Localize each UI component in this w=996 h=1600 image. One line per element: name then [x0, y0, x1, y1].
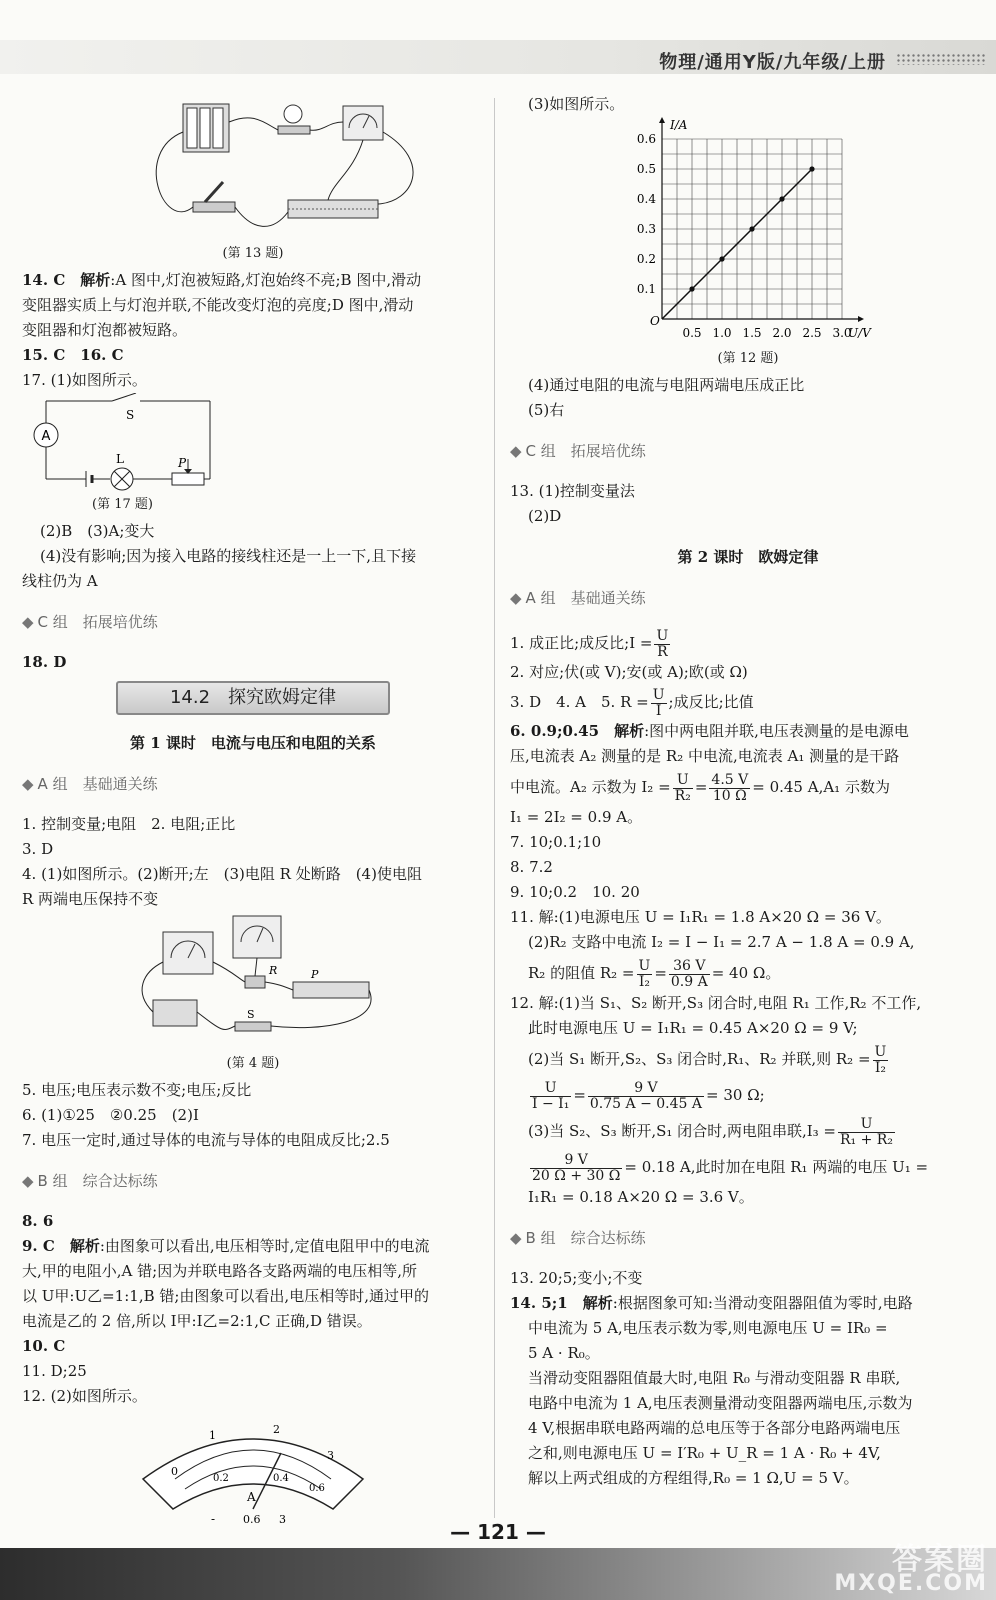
q14-number: 14. C [22, 271, 66, 289]
group-c-heading-right: ◆ C 组 拓展培优练 [510, 442, 646, 460]
x-tick-label: 2.0 [772, 326, 792, 340]
answer-a3: 3. D [22, 840, 54, 858]
x-tick-label: 2.5 [802, 326, 822, 340]
section-title-14-2: 14.2 探究欧姆定律 [116, 681, 390, 715]
circuit-figure-4 [123, 912, 383, 1052]
data-point [689, 286, 694, 291]
right-column [510, 92, 986, 1491]
q14-text-1: :A 图中,灯泡被短路,灯泡始终不亮;B 图中,滑动 [110, 271, 422, 289]
origin-label: O [650, 314, 660, 328]
answer-b9-line3: 以 U甲:U乙=1:1,B 错;由图象可以看出,电压相等时,通过甲的 [22, 1287, 429, 1305]
fraction-9v-50ohm: $\frac{9 V}{20 \Omega + 30 \Omega}$ [532, 1151, 621, 1184]
lesson-1-title: 第 1 课时 电流与电压和电阻的关系 [130, 734, 376, 752]
answer-rb14-8: 解以上两式组成的方程组得,R₀ = 1 Ω,U = 5 V。 [528, 1469, 859, 1487]
answer-a6: 6. (1)①25 ②0.25 (2)I [22, 1106, 199, 1124]
left-column [22, 92, 484, 1529]
answer-ra12-6: $\frac{9 V}{20 \Omega + 30 \Omega}$ = 0.18 A,此时加在电阻 R₁ 两端的电压 U₁ = [532, 1151, 929, 1184]
iu-line-chart [618, 117, 878, 347]
answer-ra2: 2. 对应;伏(或 V);安(或 A);欧(或 Ω) [510, 663, 748, 681]
dial-tick-1: 1 [209, 1429, 216, 1442]
answer-a7: 7. 电压一定时,通过导体的电流与导体的电阻成反比;2.5 [22, 1131, 390, 1149]
group-a-heading-left: ◆ A 组 基础通关练 [22, 775, 158, 793]
answer-ra8: 8. 7.2 [510, 858, 553, 876]
answer-a4-cont: R 两端电压保持不变 [22, 890, 159, 908]
switch-label: S [126, 408, 135, 422]
diamond-icon: ◆ [22, 613, 34, 631]
watermark-logo: 答案圈 MXQE.COM [834, 1542, 988, 1596]
dial-tick-2: 2 [273, 1423, 280, 1436]
y-tick-label: 0.6 [636, 132, 656, 146]
svg-text:P: P [311, 968, 319, 981]
answer-14 [22, 268, 484, 293]
dial-tick-0: 0 [171, 1465, 178, 1478]
fraction-u-over-r: $\frac{U}{R}$ [656, 627, 669, 660]
ammeter-dial-figure [123, 1409, 383, 1529]
answer-rb14: 14. 5;1 解析:根据图象可知:当滑动变阻器阻值为零时,电路 [510, 1294, 913, 1312]
x-axis-label: U/V [848, 326, 871, 340]
dial-tick-06: 0.6 [309, 1483, 325, 1494]
answer-ra11: 11. 解:(1)电源电压 U = I₁R₁ = 1.8 A×20 Ω = 36 V。 [510, 908, 891, 926]
diamond-icon: ◆ [22, 1172, 34, 1190]
answer-a1-2: 1. 控制变量;电阻 2. 电阻;正比 [22, 815, 236, 833]
dial-tick-3: 3 [327, 1449, 334, 1462]
answer-12-5: (5)右 [528, 401, 565, 419]
answer-17: 17. (1)如图所示。 [22, 371, 147, 389]
lamp-label: L [116, 452, 124, 466]
answer-ra7: 7. 10;0.1;10 [510, 833, 602, 851]
y-tick-label: 0.4 [636, 192, 656, 206]
answer-14-line3: 变阻器和灯泡都被短路。 [22, 321, 188, 339]
x-tick-label: 0.5 [682, 326, 702, 340]
answer-ra11-3: R₂ 的阻值 R₂ = $\frac{U}{\text{I₂}}$ = $\frac{36 V}{0.9 A}$ = 40 Ω。 [528, 957, 781, 990]
answer-b10: 10. C [22, 1337, 66, 1355]
answer-ra9-10: 9. 10;0.2 10. 20 [510, 883, 640, 901]
x-tick-label: 1.5 [742, 326, 762, 340]
fraction-9v-030a: $\frac{9 V}{0.75 A - 0.45 A}$ [589, 1079, 702, 1112]
answer-17-4-cont: 线柱仍为 A [22, 572, 98, 590]
switch-s [235, 1022, 271, 1031]
header-dot-pattern [896, 53, 986, 65]
rb14-analysis-label: 解析 [582, 1294, 613, 1312]
column-divider [494, 98, 495, 1518]
y-tick-label: 0.2 [636, 252, 656, 266]
answer-ra6-line3: 中电流。A₂ 示数为 I₂ = $\frac{U}{\text{R₂}}$ = $\frac{4.5 V}{10 \Omega}$ = 0.45 A,A₁ 示数为 [510, 771, 890, 804]
x-tick-label: 3.0 [832, 326, 852, 340]
answer-a4: 4. (1)如图所示。(2)断开;左 (3)电阻 R 处断路 (4)使电阻 [22, 865, 422, 883]
q14-analysis-label: 解析 [80, 271, 111, 289]
answer-ra12-2: 此时电源电压 U = I₁R₁ = 0.45 A×20 Ω = 9 V; [528, 1019, 858, 1037]
answer-rb13: 13. 20;5;变小;不变 [510, 1269, 643, 1287]
answer-ra11-2: (2)R₂ 支路中电流 I₂ = I − I₁ = 2.7 A − 1.8 A = 0.9 A, [528, 933, 915, 951]
answer-13-2: (2)D [528, 507, 562, 525]
voltmeter [343, 106, 383, 140]
b9-analysis-label: 解析 [69, 1237, 100, 1255]
answer-17-2-3: (2)B (3)A;变大 [40, 522, 155, 540]
dial-unit: A [247, 1490, 256, 1504]
svg-text:S: S [247, 1008, 255, 1021]
figure-13-caption: (第 13 题) [222, 246, 284, 261]
group-a-heading-right: ◆ A 组 基础通关练 [510, 589, 646, 607]
svg-text:R: R [269, 964, 278, 977]
slider-label: P [178, 456, 187, 470]
ra6-analysis-label: 解析 [614, 722, 645, 740]
answer-b9 [22, 1234, 484, 1259]
answer-b12: 12. (2)如图所示。 [22, 1387, 147, 1405]
answer-rb14-6: 4 V,根据串联电路两端的总电压等于各部分电路两端电压 [528, 1419, 901, 1437]
fraction-u-i2-b: $\frac{U}{\text{I₂}}$ [874, 1043, 887, 1076]
ammeter-box [163, 932, 213, 974]
voltmeter-box [233, 916, 281, 958]
fraction-36v-09a: $\frac{36 V}{0.9 A}$ [670, 957, 708, 990]
answer-ra6: 6. 0.9;0.45 解析:图中两电阻并联,电压表测量的是电源电 [510, 722, 909, 740]
x-tick-label: 1.0 [712, 326, 732, 340]
page-header [0, 0, 996, 80]
answer-17-4: (4)没有影响;因为接入电路的接线柱还是一上一下,且下接 [40, 547, 417, 565]
y-axis-arrow [659, 117, 665, 123]
data-point [779, 196, 784, 201]
page-number: — 121 — [450, 1520, 546, 1544]
dial-3-terminal: 3 [279, 1513, 286, 1526]
answer-ra3-5: 3. D 4. A 5. R = $\frac{U}{I}$ ;成反比;比值 [510, 686, 754, 719]
chart-12-caption: (第 12 题) [717, 351, 779, 366]
answer-rb14-7: 之和,则电源电压 U = I′R₀ + U_R = 1 A · R₀ + 4V, [528, 1444, 881, 1462]
group-b-heading-left: ◆ B 组 综合达标练 [22, 1172, 158, 1190]
answer-ra6-line2: 压,电流表 A₂ 测量的是 R₂ 中电流,电流表 A₁ 测量的是干路 [510, 747, 900, 765]
x-axis-arrow [858, 316, 864, 322]
diamond-icon: ◆ [510, 1229, 522, 1247]
data-point [719, 256, 724, 261]
answer-12-4: (4)通过电阻的电流与电阻两端电压成正比 [528, 376, 805, 394]
answer-14-line2: 变阻器实质上与灯泡并联,不能改变灯泡的亮度;D 图中,滑动 [22, 296, 414, 314]
bulb [284, 105, 302, 123]
answer-b9-line2: 大,甲的电阻小,A 错;因为并联电路各支路两端的电压相等,所 [22, 1262, 417, 1280]
y-tick-label: 0.5 [636, 162, 656, 176]
diamond-icon: ◆ [510, 589, 522, 607]
resistor-r [245, 976, 265, 988]
answer-13-1: 13. (1)控制变量法 [510, 482, 635, 500]
header-title: 物理/通用Y版/九年级/上册 [659, 52, 886, 73]
answer-15-16: 15. C 16. C [22, 346, 124, 364]
answer-12-3: (3)如图所示。 [528, 95, 625, 113]
answer-b8: 8. 6 [22, 1212, 54, 1230]
answer-ra1: 1. 成正比;成反比;I = $\frac{U}{R}$ [510, 627, 669, 660]
answer-rb14-4: 当滑动变阻器阻值最大时,电阻 R₀ 与滑动变阻器 R 串联, [528, 1369, 901, 1387]
dial-tick-02: 0.2 [213, 1473, 229, 1484]
fraction-u-over-i: $\frac{U}{I}$ [652, 686, 665, 719]
b9-text-1: :由图象可以看出,电压相等时,定值电阻甲中的电流 [99, 1237, 430, 1255]
fraction-u-r2: $\frac{U}{\text{R₂}}$ [674, 771, 691, 804]
dial-tick-04: 0.4 [273, 1473, 289, 1484]
answer-ra12-5: (3)当 S₂、S₃ 断开,S₁ 闭合时,两电阻串联,I₃ = $\frac{U}{\text{R₁ + R₂}}$ [528, 1115, 893, 1148]
answer-a5: 5. 电压;电压表示数不变;电压;反比 [22, 1081, 252, 1099]
group-b-heading-right: ◆ B 组 综合达标练 [510, 1229, 646, 1247]
fraction-u-r1r2: $\frac{U}{\text{R₁ + R₂}}$ [840, 1115, 893, 1148]
answer-ra12-4: $\frac{U}{\text{I − I₁}}$ = $\frac{9 V}{0.75 A - 0.45 A}$ = 30 Ω; [532, 1079, 765, 1112]
fraction-u-i2: $\frac{U}{\text{I₂}}$ [638, 957, 651, 990]
answer-b11: 11. D;25 [22, 1362, 87, 1380]
group-c-heading-left: ◆ C 组 拓展培优练 [22, 613, 158, 631]
answer-ra12-7: I₁R₁ = 0.18 A×20 Ω = 3.6 V。 [528, 1188, 754, 1206]
switch [193, 202, 235, 212]
diamond-icon: ◆ [22, 775, 34, 793]
y-axis-label: I/A [670, 118, 688, 132]
fraction-45v-10ohm: $\frac{4.5 V}{10 \Omega}$ [711, 771, 749, 804]
answer-rb14-5: 电路中电流为 1 A,电压表测量滑动变阻器两端电压,示数为 [528, 1394, 913, 1412]
dial-minus-terminal: - [211, 1512, 216, 1526]
fraction-u-i-minus-i1: $\frac{U}{\text{I − I₁}}$ [532, 1079, 570, 1112]
circuit-figure-13 [73, 92, 433, 242]
rheostat-box [293, 982, 369, 998]
data-point [809, 166, 814, 171]
figure-17-caption: (第 17 题) [92, 497, 153, 512]
answer-18: 18. D [22, 653, 67, 671]
answer-rb14-2: 中电流为 5 A,电压表示数为零,则电源电压 U = IR₀ = [528, 1319, 888, 1337]
diamond-icon: ◆ [510, 442, 522, 460]
figure-4-caption: (第 4 题) [226, 1056, 280, 1071]
y-tick-label: 0.1 [636, 282, 656, 296]
y-tick-label: 0.3 [636, 222, 656, 236]
answer-rb14-3: 5 A · R₀。 [528, 1344, 600, 1362]
circuit-figure-17 [32, 393, 232, 493]
ammeter-label: A [41, 429, 51, 444]
dial-06-terminal: 0.6 [243, 1513, 261, 1526]
answer-b9-line4: 电流是乙的 2 倍,所以 I甲:I乙=2:1,C 正确,D 错误。 [22, 1312, 372, 1330]
b9-number: 9. C [22, 1237, 55, 1255]
answer-ra6-line4: I₁ = 2I₂ = 0.9 A。 [510, 808, 643, 826]
data-point [749, 226, 754, 231]
lesson-2-title: 第 2 课时 欧姆定律 [677, 548, 819, 566]
answer-ra12-3: (2)当 S₁ 断开,S₂、S₃ 闭合时,R₁、R₂ 并联,则 R₂ = $\frac{U}{\text{I₂}}$ [528, 1043, 887, 1076]
answer-ra12: 12. 解:(1)当 S₁、S₂ 断开,S₃ 闭合时,电阻 R₁ 工作,R₂ 不工作, [510, 994, 922, 1012]
battery-pack [153, 1000, 197, 1026]
